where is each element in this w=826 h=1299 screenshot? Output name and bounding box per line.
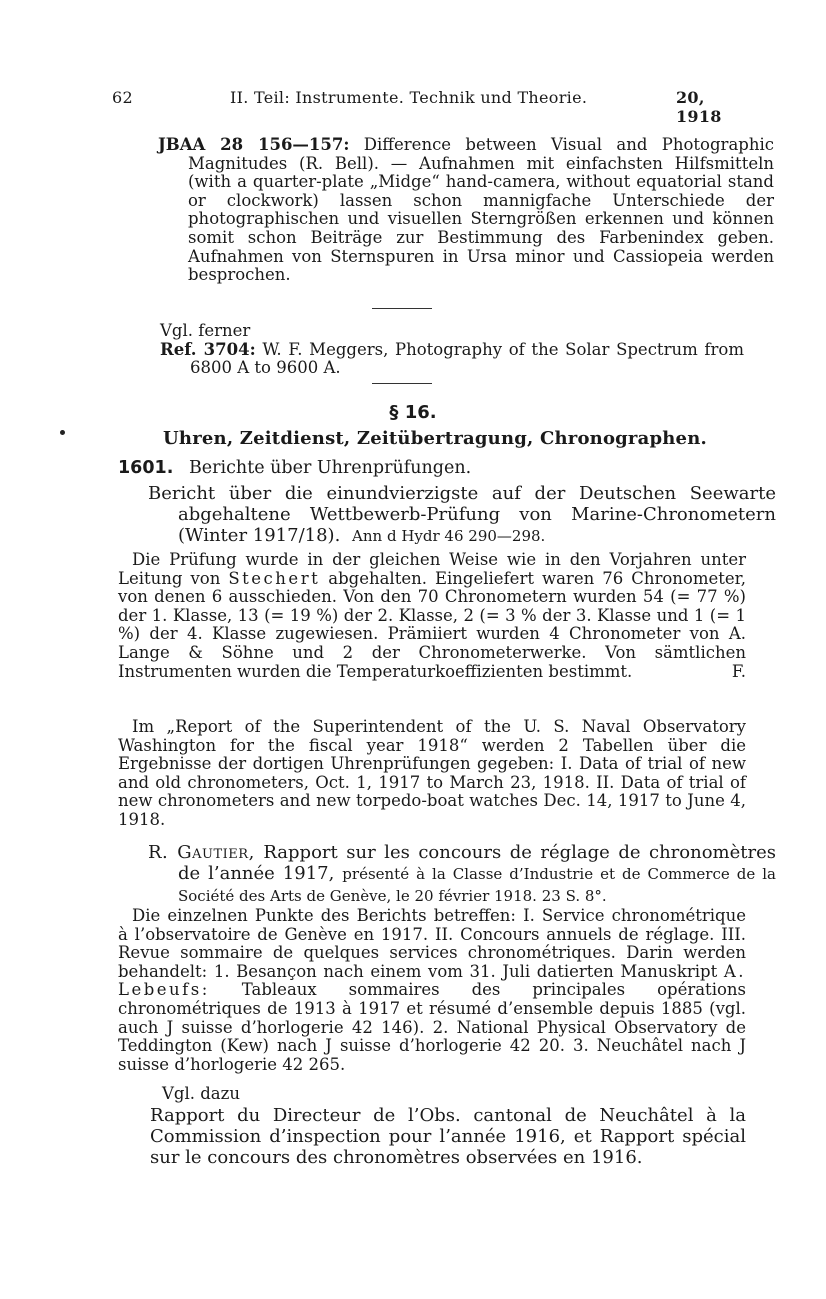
neuchatel-reference: Rapport du Directeur de l’Obs. cantonal de Neuchâtel à la Commission d’inspection pour l’année 1916, et Rapport spécial sur le concours des chronomètres observées en 1916. bbox=[150, 1105, 746, 1168]
see-also-text: W. F. Meggers, Photography of the Solar Spectrum from 6800 A to 9600 A. bbox=[190, 339, 744, 378]
volume-year: 20, 1918 bbox=[676, 88, 722, 126]
gautier-reference bbox=[148, 842, 776, 907]
paragraph-3-text-b: Tableaux sommaires des principales opérations chronométriques de 1913 à 1917 et résumé d’ensemble depuis 1885 (vgl. auch J suisse d’horlogerie 42 146). 2. National Physical Observatory de Teddington (Kew) nach J suisse d’horlogerie 42 20. 3. Neuchâtel nach J suisse d’horlogerie 42 265. bbox=[118, 980, 746, 1074]
paragraph-1-text-a: Die Prüfung wurde in der gleichen Weise wie in den Vorjahren unter Leitung von bbox=[118, 550, 746, 588]
paragraph-3-text-a: Die einzelnen Punkte des Berichts betreffen: I. Service chronométrique à l’observatoire de Genève en 1917. II. Concours annuels de réglage. III. Revue sommaire de quelques services chronométriques. Darin werden behandelt: 1. Besançon nach einem vom 31. Juli datierten Manuskript bbox=[118, 906, 746, 981]
gautier-author: R. Gautier, bbox=[148, 842, 255, 863]
paragraph-1 bbox=[118, 551, 746, 681]
section-number: § 16. bbox=[389, 402, 437, 423]
jbaa-ref: JBAA 28 156—157: bbox=[158, 135, 350, 154]
gautier-publication: présenté à la Classe d’Industrie et de Commerce de la Société des Arts de Genève, le 20 février 1918. 23 S. 8°. bbox=[178, 865, 776, 905]
jbaa-entry bbox=[158, 136, 774, 285]
person-name: Stechert bbox=[228, 568, 321, 588]
report-title: Bericht über die einundvierzigste auf der Deutschen Seewarte abgehaltene Wettbewerb-Prüfung von Marine-Chronometern (Winter 1917/18). bbox=[148, 483, 776, 546]
gautier-title: Rapport sur les concours de réglage de chronomètres de l’année 1917, bbox=[178, 842, 776, 884]
entry-heading bbox=[118, 458, 471, 478]
see-also-label: Vgl. ferner bbox=[160, 321, 251, 340]
margin-dot bbox=[60, 430, 65, 435]
see-also-label-2: Vgl. dazu bbox=[162, 1084, 240, 1103]
divider bbox=[372, 308, 432, 309]
paragraph-3 bbox=[118, 907, 746, 1074]
person-name: A. Lebeufs: bbox=[118, 961, 747, 1000]
author-signature: F. bbox=[731, 661, 746, 681]
entry-number: 1601. bbox=[118, 458, 174, 478]
entry-title: Berichte über Uhrenprüfungen. bbox=[188, 458, 472, 478]
report-source: Ann d Hydr 46 290—298. bbox=[352, 527, 546, 545]
see-also-ref: Ref. 3704: bbox=[160, 339, 256, 359]
page-number: 62 bbox=[112, 88, 133, 107]
divider bbox=[372, 383, 432, 384]
jbaa-text: Difference between Visual and Photographic Magnitudes (R. Bell). — Aufnahmen mit einfachsten Hilfsmitteln (with a quarter-plate „Midge“ hand-camera, without equatorial stand or clockwork) lassen schon mannigfache Unterschiede der photographischen und visuellen Sterngrößen erkennen und können somit schon Beiträge zur Bestimmung des Farbenindex geben. Aufnahmen von Sternspuren in Ursa minor und Cassiopeia werden besprochen. bbox=[188, 135, 774, 285]
running-title: II. Teil: Instrumente. Technik und Theorie. bbox=[230, 88, 588, 107]
see-also-block bbox=[160, 322, 744, 378]
report-reference bbox=[148, 483, 776, 547]
paragraph-1-text-b: abgehalten. Eingeliefert waren 76 Chronometer, von denen 6 ausschieden. Von den 70 Chronometern wurden 54 (= 77 %) der 1. Klasse, 13 (= 19 %) der 2. Klasse, 2 (= 3 % der 3. Klasse und 1 (= 1 %) der 4. Klasse zugewiesen. Prämiiert wurden 4 Chronometer von A. Lange & Söhne und 2 der Chronometerwerke. Von sämtlichen Instrumenten wurden die Temperaturkoeffizienten bestimmt. bbox=[118, 568, 746, 681]
paragraph-2: Im „Report of the Superintendent of the U. S. Naval Observatory Washington for the fiscal year 1918“ werden 2 Tabellen über die Ergebnisse der dortigen Uhrenprüfungen gegeben: I. Data of trial of new and old chronometers, Oct. 1, 1917 to March 23, 1918. II. Data of trial of new chronometers and new torpedo-boat watches Dec. 14, 1917 to June 4, 1918. bbox=[118, 717, 746, 829]
section-title: Uhren, Zeitdienst, Zeitübertragung, Chronographen. bbox=[163, 428, 707, 449]
